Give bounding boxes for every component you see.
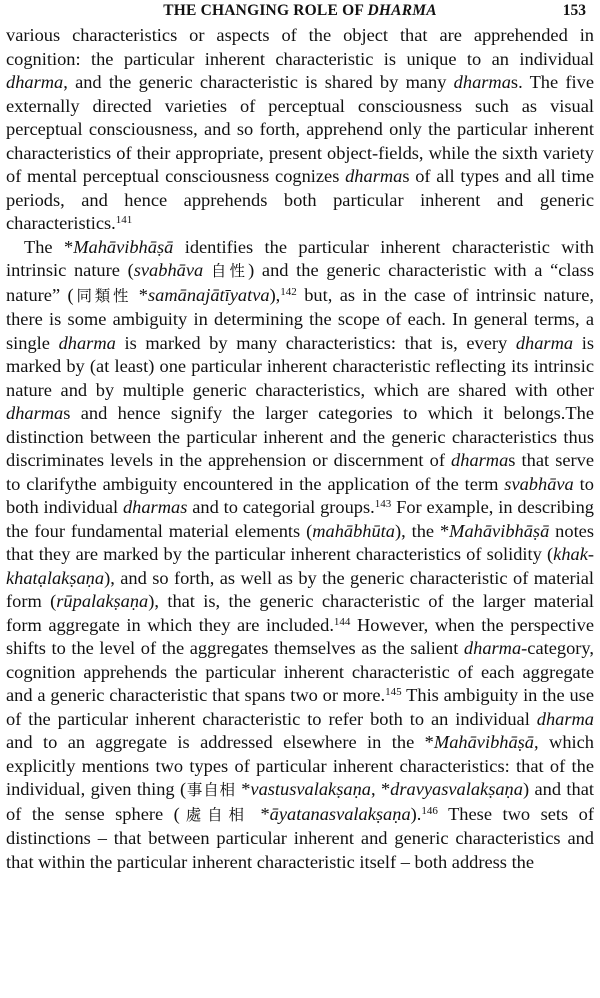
text-span: s that serve to clarifythe ambiguity encountered in the application of the term bbox=[6, 450, 595, 494]
text-span: identifies the particular inherent characteristic with intrinsic nature ( bbox=[6, 236, 594, 280]
text-span: various characteristics or aspects of the object that are apprehended in cognition: the particular inherent characteristic is unique to an individual bbox=[6, 25, 594, 69]
cjk-term: 同類性 bbox=[73, 286, 132, 305]
italic-term: dravyasvalakṣaṇa bbox=[390, 779, 523, 799]
italic-term: vastusvalakṣaṇa bbox=[250, 779, 371, 799]
italic-term: mahābhūta bbox=[312, 520, 395, 541]
text-span: ), and so forth, as well as by the generic characteristic of material form ( bbox=[6, 567, 594, 611]
italic-term: dharma bbox=[451, 450, 509, 470]
text-span: notes that they are marked by the particular inherent characteristics of solidity ( bbox=[6, 520, 594, 564]
italic-term: rūpalakṣaṇa bbox=[56, 591, 149, 611]
italic-term: dharma bbox=[6, 403, 64, 423]
text-span: * bbox=[235, 779, 251, 799]
italic-term: dharmas bbox=[122, 497, 188, 517]
text-span: , which explicitly mentions two types of particular inherent characteristics: that of the individual, given thing ( bbox=[6, 732, 594, 799]
text-span: , and the generic characteristic is shared by many bbox=[63, 72, 454, 92]
paragraph bbox=[6, 236, 594, 875]
cjk-term: 事自相 bbox=[186, 781, 236, 799]
running-head bbox=[6, 2, 594, 24]
cjk-term: 自性 bbox=[210, 262, 249, 280]
text-span: ), that is, the generic characteristic of the larger material form aggregate in which they are included. bbox=[6, 591, 594, 635]
italic-term: svabhāva bbox=[504, 473, 574, 494]
text-span: For example, in describing the four fundamental material elements ( bbox=[6, 497, 594, 541]
text-span: The * bbox=[24, 236, 74, 257]
text-span: ) and the generic characteristic with a “class nature” ( bbox=[6, 260, 594, 305]
footnote-ref: 143 bbox=[374, 498, 392, 510]
text-span: is marked by many characteristics: that is, every bbox=[115, 332, 516, 353]
italic-term: dharma bbox=[463, 638, 522, 658]
text-span: ), the * bbox=[394, 520, 450, 541]
text-span: but, as in the case of intrinsic nature, there is some ambiguity in determining the scope of each. In general terms, a single bbox=[6, 284, 594, 353]
text-span: However, when the perspective shifts to the level of the aggregates themselves as the salient bbox=[6, 614, 594, 658]
footnote-ref: 145 bbox=[385, 686, 402, 698]
text-span: * bbox=[249, 803, 270, 824]
text-span: and to categorial groups. bbox=[187, 497, 375, 517]
italic-term: dharma bbox=[515, 332, 574, 353]
text-span bbox=[203, 260, 211, 280]
italic-term: dharma bbox=[58, 332, 116, 353]
italic-term: Mahāvibhāṣā bbox=[73, 236, 174, 257]
text-span: to both individual bbox=[6, 473, 594, 517]
page-number: 153 bbox=[562, 2, 586, 19]
footnote-ref: 144 bbox=[333, 615, 351, 628]
italic-term: svabhāva bbox=[133, 260, 204, 280]
running-title-text: THE CHANGING ROLE OF bbox=[163, 2, 368, 19]
running-title-italic: DHARMA bbox=[367, 2, 437, 19]
text-span: -category, cognition apprehends the particular inherent characteristic of each aggregate and a generic characteristic that spans two or more. bbox=[6, 638, 594, 705]
footnote-ref: 146 bbox=[421, 804, 438, 817]
text-span: s of all types and all time periods, and hence apprehends both particular inherent and generic characteristics. bbox=[6, 166, 594, 233]
italic-term: khakkhatạlakṣaṇa bbox=[6, 544, 594, 588]
italic-term: Mahāvibhāṣā bbox=[449, 520, 550, 541]
text-span: s and hence signify the larger categories to which it belongs.The distinction between the particular inherent and the generic characteristics thus discriminates levels in the apprehension or discernment of bbox=[6, 403, 594, 470]
text-span: is marked by (at least) one particular inherent characteristic reflecting its intrinsic nature and by multiple generic characteristics, which are shared with other bbox=[6, 332, 594, 400]
italic-term: dharma bbox=[6, 72, 64, 92]
cjk-term: 處自相 bbox=[179, 805, 250, 824]
text-span: These two sets of distinctions – that between particular inherent and generic characteristics and that within the particular inherent characteristic itself – both address the bbox=[6, 803, 595, 872]
italic-term: dharma bbox=[453, 72, 511, 92]
italic-term: dharma bbox=[345, 166, 403, 186]
italic-term: samānajātīyatva bbox=[147, 284, 270, 305]
text-span: , * bbox=[370, 779, 391, 799]
text-span: s. The five externally directed varieties of perceptual consciousness such as visual perceptual consciousness, and so forth, apprehend only the particular inherent characteristics of their appropriate, present object-fields, while the sixth variety of mental perceptual consciousness cognizes bbox=[6, 72, 594, 186]
text-span: * bbox=[131, 284, 148, 305]
text-span: This ambiguity in the use of the particular inherent characteristic to refer both to an individual bbox=[6, 685, 594, 729]
text-span: ). bbox=[410, 803, 422, 824]
italic-term: dharma bbox=[536, 708, 594, 729]
body-text bbox=[6, 24, 594, 874]
text-span: ) and that of the sense sphere ( bbox=[6, 779, 594, 824]
italic-term: Mahāvibhāṣā bbox=[433, 732, 535, 752]
paragraph-continued bbox=[6, 24, 594, 236]
italic-term: āyatanasvalakṣaṇa bbox=[269, 803, 411, 824]
text-span: and to an aggregate is addressed elsewhere in the * bbox=[6, 732, 434, 752]
footnote-ref: 141 bbox=[115, 214, 133, 226]
text-span: ), bbox=[269, 284, 281, 305]
footnote-ref: 142 bbox=[280, 285, 297, 298]
running-title bbox=[6, 2, 594, 20]
